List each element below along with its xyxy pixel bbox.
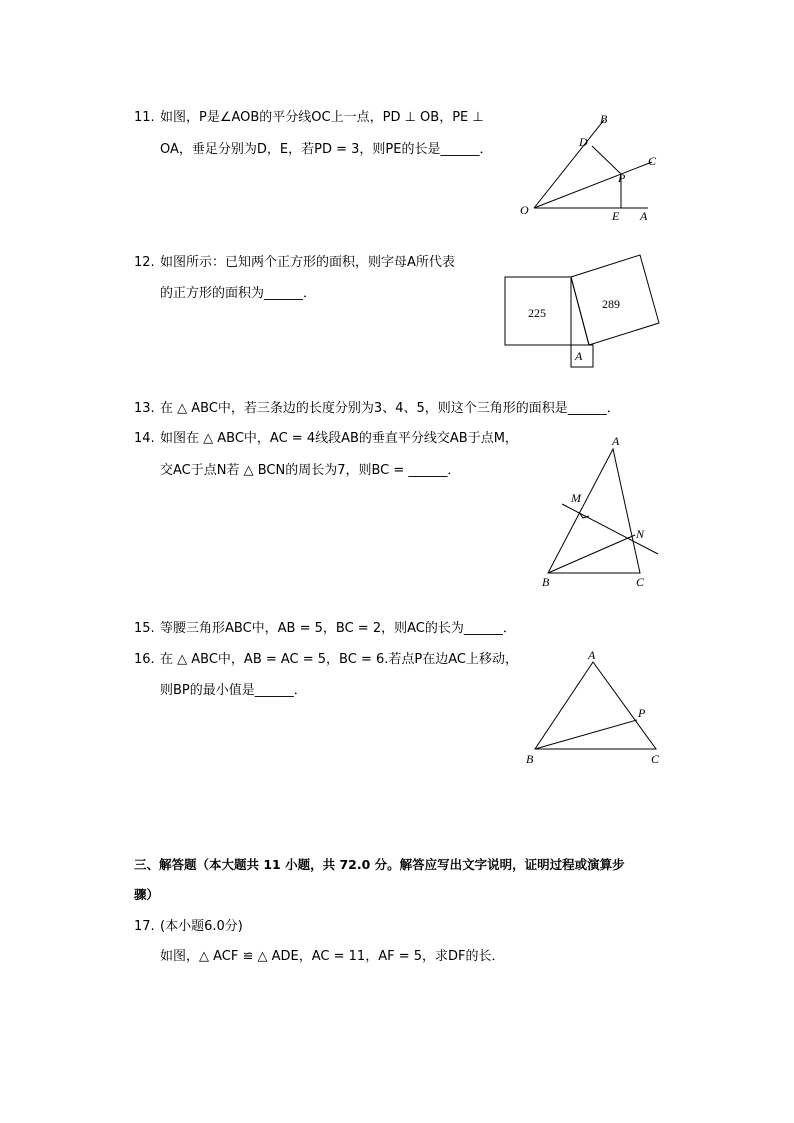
q17-score: (本小题6.0分) — [160, 919, 243, 934]
q14-figure — [538, 432, 663, 592]
q14-segment-bn — [548, 535, 635, 573]
q11-label-c: C — [648, 154, 657, 168]
q17-number: 17. — [134, 919, 155, 934]
q12-line2: 的正方形的面积为______． — [160, 286, 317, 301]
section3-title-line2: 骤） — [134, 887, 160, 902]
q11-label-d: D — [579, 135, 588, 149]
q15-line1: 等腰三角形ABC中，AB = 5，BC = 2，则AC的长为______． — [160, 621, 516, 636]
q16-label-b: B — [526, 752, 534, 766]
q15-number: 15. — [134, 621, 155, 636]
q12-label-225: 225 — [528, 306, 546, 320]
q12-figure — [500, 250, 665, 370]
q11-label-b: B — [600, 112, 608, 126]
q11-figure — [512, 110, 662, 225]
q16-line1: 在 △ ABC中，AB = AC = 5，BC = 6.若点P在边AC上移动， — [160, 652, 518, 667]
q11-label-p: P — [618, 171, 626, 185]
q14-number: 14. — [134, 431, 155, 446]
section3-title-line1: 三、解答题（本大题共 11 小题，共 72.0 分。解答应写出文字说明，证明过程或演算步 — [134, 857, 625, 872]
q14-label-b: B — [542, 575, 550, 589]
q14-label-a: A — [612, 434, 620, 448]
q11-label-o: O — [520, 203, 529, 217]
q17-text: 如图，△ ACF ≌ △ ADE，AC = 11，AF = 5，求DF的长． — [160, 949, 505, 964]
q16-label-p: P — [638, 706, 646, 720]
q14-triangle-abc — [548, 449, 640, 573]
q13-number: 13. — [134, 401, 155, 416]
q14-line2: 交AC于点N若 △ BCN的周长为7，则BC = ______． — [160, 463, 461, 478]
q12-triangle-hyp — [571, 277, 589, 345]
q13-line1: 在 △ ABC中，若三条边的长度分别为3、4、5，则这个三角形的面积是______． — [160, 401, 620, 416]
q11-label-e: E — [612, 209, 620, 223]
q11-line2: OA，垂足分别为D，E，若PD = 3，则PE的长是______． — [160, 142, 493, 157]
q11-line1: 如图，P是∠AOB的平分线OC上一点，PD ⊥ OB，PE ⊥ — [160, 110, 484, 125]
q14-label-n: N — [636, 527, 645, 541]
q11-number: 11. — [134, 110, 155, 125]
q11-label-a: A — [640, 209, 648, 223]
q14-label-c: C — [636, 575, 645, 589]
q16-figure — [522, 645, 667, 770]
q12-number: 12. — [134, 255, 155, 270]
q14-line1: 如图在 △ ABC中，AC = 4线段AB的垂直平分线交AB于点M， — [160, 431, 518, 446]
q16-label-a: A — [588, 648, 596, 662]
q16-number: 16. — [134, 652, 155, 667]
q16-label-c: C — [651, 752, 660, 766]
q16-segment-bp — [535, 720, 637, 749]
q12-line1: 如图所示：已知两个正方形的面积，则字母A所代表 — [160, 255, 455, 270]
q14-label-m: M — [571, 491, 581, 505]
q16-line2: 则BP的最小值是______． — [160, 683, 307, 698]
q12-label-a: A — [575, 349, 583, 363]
q12-label-289: 289 — [602, 297, 620, 311]
q11-segment-pd — [592, 146, 621, 174]
